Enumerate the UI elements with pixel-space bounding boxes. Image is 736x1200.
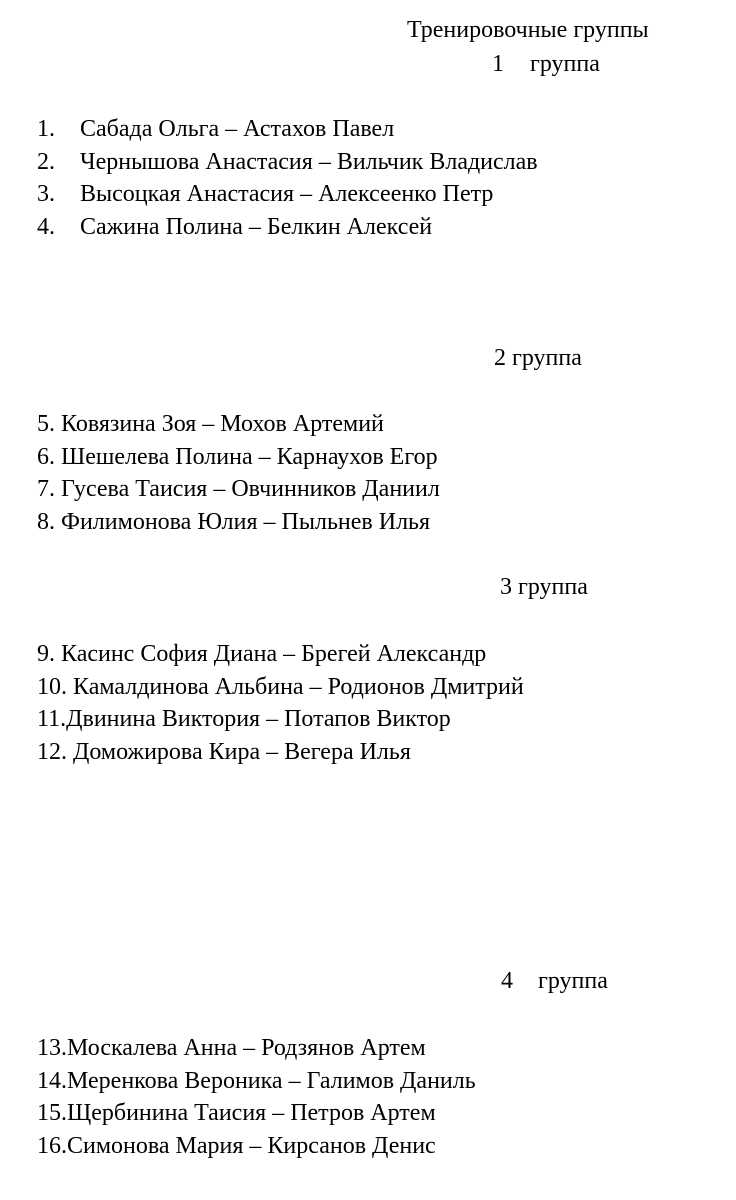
group-3-number: 3 — [500, 574, 512, 600]
list-item — [37, 1130, 476, 1163]
item-number: 7. — [37, 476, 55, 503]
list-item — [37, 178, 538, 211]
list-item — [37, 113, 538, 146]
group-4-number: 4 — [501, 968, 513, 994]
item-number: 4. — [37, 214, 55, 241]
item-number: 12. — [37, 739, 67, 766]
item-text: Двинина Виктория – Потапов Виктор — [66, 706, 451, 733]
list-item — [37, 473, 440, 506]
group-4-header — [501, 967, 608, 995]
item-text: Чернышова Анастасия – Вильчик Владислав — [80, 148, 538, 175]
item-text: Касинс София Диана – Брегей Александр — [61, 641, 487, 667]
group-1-number: 1 — [492, 51, 504, 77]
item-text: Высоцкая Анастасия – Алексеенко Петр — [80, 181, 494, 208]
list-item — [37, 1097, 476, 1130]
list-item — [37, 671, 524, 704]
list-item — [37, 211, 538, 244]
item-number: 6. — [37, 443, 55, 470]
item-text: Доможирова Кира – Вегера Илья — [73, 739, 411, 766]
list-item — [37, 703, 524, 736]
group-4-list — [37, 1032, 476, 1163]
list-item — [37, 736, 524, 769]
group-3-word: группа — [518, 574, 588, 600]
page-title: Тренировочные группы — [407, 17, 649, 43]
item-text: Симонова Мария – Кирсанов Денис — [67, 1133, 436, 1160]
group-2-list — [37, 408, 440, 539]
group-2-word: группа — [512, 345, 582, 371]
item-number: 16. — [37, 1133, 67, 1160]
item-number: 11. — [37, 706, 67, 733]
item-number: 10. — [37, 673, 67, 700]
item-text: Сабада Ольга – Астахов Павел — [80, 116, 395, 142]
item-text: Гусева Таисия – Овчинников Даниил — [61, 476, 440, 503]
item-text: Камалдинова Альбина – Родионов Дмитрий — [73, 673, 524, 700]
list-item — [37, 1065, 476, 1098]
item-number: 3. — [37, 181, 55, 208]
item-number: 1. — [37, 116, 55, 142]
item-number: 2. — [37, 148, 55, 175]
item-number: 9. — [37, 641, 55, 667]
item-text: Филимонова Юлия – Пыльнев Илья — [61, 509, 431, 536]
item-text: Меренкова Вероника – Галимов Даниль — [67, 1067, 476, 1094]
group-3-list — [37, 638, 524, 769]
list-item — [37, 506, 440, 539]
item-number: 8. — [37, 509, 55, 536]
item-number: 15. — [37, 1100, 67, 1127]
item-text: Ковязина Зоя – Мохов Артемий — [61, 411, 384, 437]
list-item — [37, 441, 440, 474]
item-number: 5. — [37, 411, 55, 437]
list-item — [37, 1032, 476, 1065]
group-2-number: 2 — [494, 345, 506, 371]
group-1-list — [37, 113, 538, 244]
group-4-word: группа — [538, 968, 608, 994]
item-number: 13. — [37, 1035, 67, 1061]
item-text: Щербинина Таисия – Петров Артем — [67, 1100, 436, 1127]
item-text: Сажина Полина – Белкин Алексей — [80, 214, 433, 241]
list-item — [37, 408, 440, 441]
item-number: 14. — [37, 1067, 67, 1094]
group-2-header — [494, 344, 582, 372]
list-item — [37, 638, 524, 671]
group-1-header — [492, 50, 600, 78]
group-3-header — [500, 573, 588, 601]
list-item — [37, 146, 538, 179]
group-1-word: группа — [530, 51, 600, 77]
item-text: Москалева Анна – Родзянов Артем — [67, 1035, 426, 1061]
item-text: Шешелева Полина – Карнаухов Егор — [61, 443, 438, 470]
